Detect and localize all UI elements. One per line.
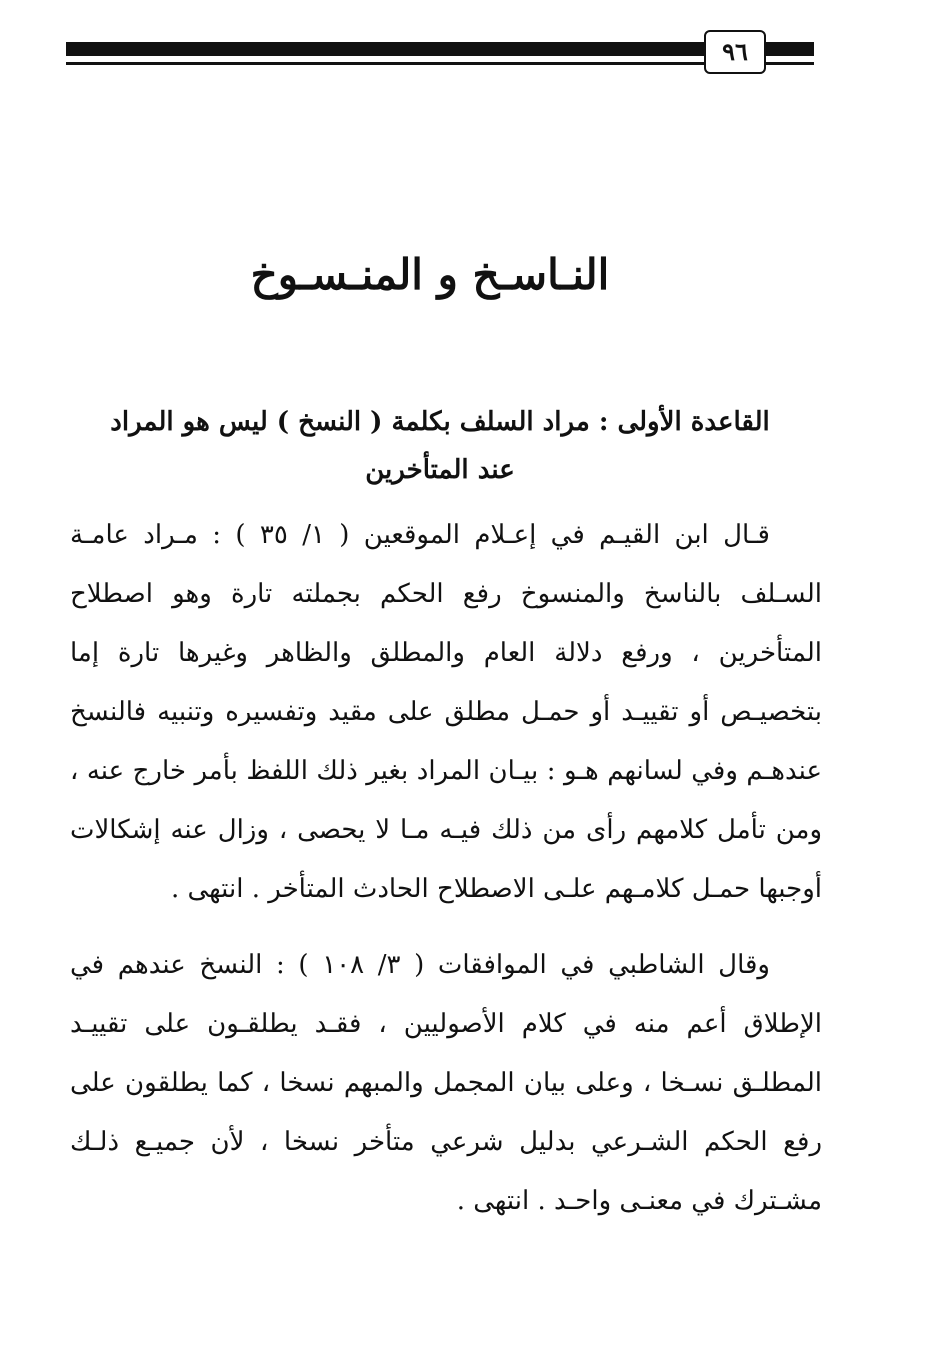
paragraph-text: وقال الشاطبي في الموافقات ( ٣/ ١٠٨ ) : النسخ عندهم في الإطلاق أعم منه في كلام الأصوليين ، فقـد يطلقـون على تقييـد المطلـق نسـخا ، وعلى بيان المجمل والمبهم نسخا ، كما يطلقون على رفع الحكم الشـرعي بدليل شرعي متأخر نسخا ، لأن جميـع ذلـك مشـترك في معنـى واحـد . انتهى . — [70, 950, 822, 1216]
rule-heading — [100, 398, 780, 494]
page-number: ٩٦ — [704, 30, 766, 74]
header-thin-line — [66, 62, 814, 65]
header-rule — [66, 40, 814, 70]
rule-label: القاعدة الأولى : — [598, 407, 770, 437]
chapter-title: النـاسـخ و المنـسـوخ — [250, 250, 610, 299]
header-thick-line — [66, 42, 814, 56]
paragraph-ibn-qayyim — [70, 506, 822, 919]
rule-text: مراد السلف بكلمة ( النسخ ) ليس هو المراد عند المتأخرين — [110, 407, 590, 485]
paragraph-text: قـال ابن القيـم في إعـلام الموقعين ( ١/ ٣٥ ) : مـراد عامـة السـلف بالناسخ والمنسوخ رفع الحكم بجملته تارة وهو اصطلاح المتأخرين ، ورفع دلالة العام والمطلق والظاهر وغيرها تارة إما بتخصيـص أو تقييـد أو حمـل مطلق على مقيد وتفسيره وتنبيه فالنسخ عندهـم وفي لسانهم هـو : بيـان المراد بغير ذلك اللفظ بأمر خارج عنه ، ومن تأمل كلامهم رأى من ذلك فيـه مـا لا يحصى ، وزال عنه إشكالات أوجبها حمـل كلامـهم علـى الاصطلاح الحادث المتأخر . انتهى . — [70, 520, 822, 904]
paragraph-shatibi — [70, 936, 822, 1231]
